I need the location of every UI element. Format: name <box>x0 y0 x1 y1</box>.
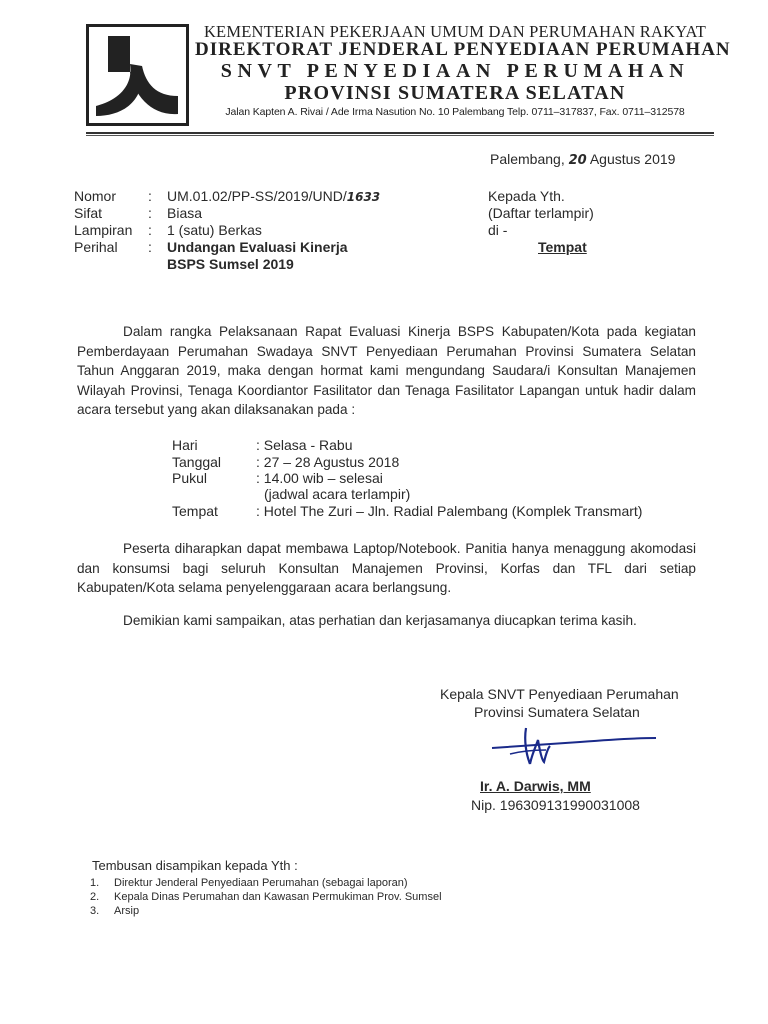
letterhead-ministry: KEMENTERIAN PEKERJAAN UMUM DAN PERUMAHAN RAKYAT <box>203 22 707 41</box>
handwritten-signature <box>490 724 660 772</box>
event-tanggal-label: Tanggal <box>172 454 222 470</box>
sifat-label: Sifat <box>74 205 103 221</box>
nomor-colon: : <box>148 188 152 204</box>
signer-title: Kepala SNVT Penyediaan Perumahan <box>440 686 679 702</box>
tembusan-heading: Tembusan disampikan kepada Yth : <box>92 858 298 873</box>
signer-name: Ir. A. Darwis, MM <box>480 778 591 794</box>
nomor-value-text: UM.01.02/PP-SS/2019/UND/ <box>167 188 347 204</box>
event-pukul-value: : 14.00 wib – selesai <box>256 470 383 486</box>
letterhead-rule-thin <box>86 135 714 136</box>
paragraph-participants: Peserta diharapkan dapat membawa Laptop/Notebook. Panitia hanya menaggung akomodasi dan konsumsi bagi seluruh Konsultan Manajemen Provinsi, Korfas dan TFL dari setiap Kabupaten/Kota selama penyelenggaraan acara berlangsung. <box>77 541 696 595</box>
lampiran-label: Lampiran <box>74 222 133 238</box>
sifat-colon: : <box>148 205 152 221</box>
perihal-colon: : <box>148 239 152 255</box>
nomor-handwritten: 1633 <box>346 190 381 204</box>
perihal-value-line1: Undangan Evaluasi Kinerja <box>167 239 348 255</box>
date-place: Palembang, <box>490 151 565 167</box>
nomor-value <box>167 188 380 206</box>
ministry-logo <box>86 24 189 126</box>
addressee-greeting: Kepada Yth. <box>488 188 565 204</box>
tembusan-item-number: 2. <box>90 891 100 903</box>
date-month-year: Agustus 2019 <box>589 151 676 167</box>
addressee-place: Tempat <box>538 239 587 255</box>
lampiran-value: 1 (satu) Berkas <box>167 222 262 238</box>
event-hari-value: : Selasa - Rabu <box>256 437 353 453</box>
body-paragraph-2 <box>77 539 696 598</box>
perihal-label: Perihal <box>74 239 118 255</box>
signer-province: Provinsi Sumatera Selatan <box>474 704 640 720</box>
tembusan-item-number: 1. <box>90 877 100 889</box>
event-tanggal-value: : 27 – 28 Agustus 2018 <box>256 454 400 470</box>
paragraph-invitation: Dalam rangka Pelaksanaan Rapat Evaluasi Kinerja BSPS Kabupaten/Kota pada kegiatan Pemberdayaan Perumahan Swadaya SNVT Penyediaan Perumahan Provinsi Sumatera Selatan Tahun Anggaran 2019, maka dengan hormat kami mengundang Saudara/i Konsultan Manajemen Wilayah Provinsi, Tenaga Koordiantor Fasilitator dan Tenaga Fasilitator Lapangan untuk hadir dalam acara tersebut yang akan dilaksanakan pada : <box>77 324 696 417</box>
letterhead-address: Jalan Kapten A. Rivai / Ade Irma Nasution No. 10 Palembang Telp. 0711–317837, Fax. 0711–312578 <box>225 106 685 118</box>
body-paragraph-3 <box>77 611 696 631</box>
event-tempat-label: Tempat <box>172 503 218 519</box>
body-paragraph-1 <box>77 322 696 420</box>
addressee-di: di - <box>488 222 508 238</box>
tembusan-item-number: 3. <box>90 905 100 917</box>
paragraph-closing: Demikian kami sampaikan, atas perhatian dan kerjasamanya diucapkan terima kasih. <box>123 613 637 628</box>
event-tempat-value: : Hotel The Zuri – Jln. Radial Palembang (Komplek Transmart) <box>256 503 643 519</box>
tembusan-item-text: Direktur Jenderal Penyediaan Perumahan (sebagai laporan) <box>114 877 408 889</box>
letterhead-unit: SNVT PENYEDIAAN PERUMAHAN <box>220 60 690 82</box>
date-day-handwritten: 20 <box>568 153 587 168</box>
perihal-value-line2: BSPS Sumsel 2019 <box>167 256 294 272</box>
letterhead-rule <box>86 132 714 134</box>
tembusan-item-text: Kepala Dinas Perumahan dan Kawasan Permukiman Prov. Sumsel <box>114 891 442 903</box>
event-hari-label: Hari <box>172 437 198 453</box>
letter-date <box>490 151 675 169</box>
letterhead-directorate: DIREKTORAT JENDERAL PENYEDIAAN PERUMAHAN <box>195 39 731 60</box>
sifat-value: Biasa <box>167 205 203 221</box>
addressee-list: (Daftar terlampir) <box>488 205 594 221</box>
event-schedule-note: (jadwal acara terlampir) <box>264 486 411 502</box>
letterhead-province: PROVINSI SUMATERA SELATAN <box>284 82 626 104</box>
nomor-label: Nomor <box>74 188 117 204</box>
signer-nip: Nip. 196309131990031008 <box>471 797 640 813</box>
tembusan-item-text: Arsip <box>114 905 140 917</box>
event-pukul-label: Pukul <box>172 470 208 486</box>
lampiran-colon: : <box>148 222 152 238</box>
